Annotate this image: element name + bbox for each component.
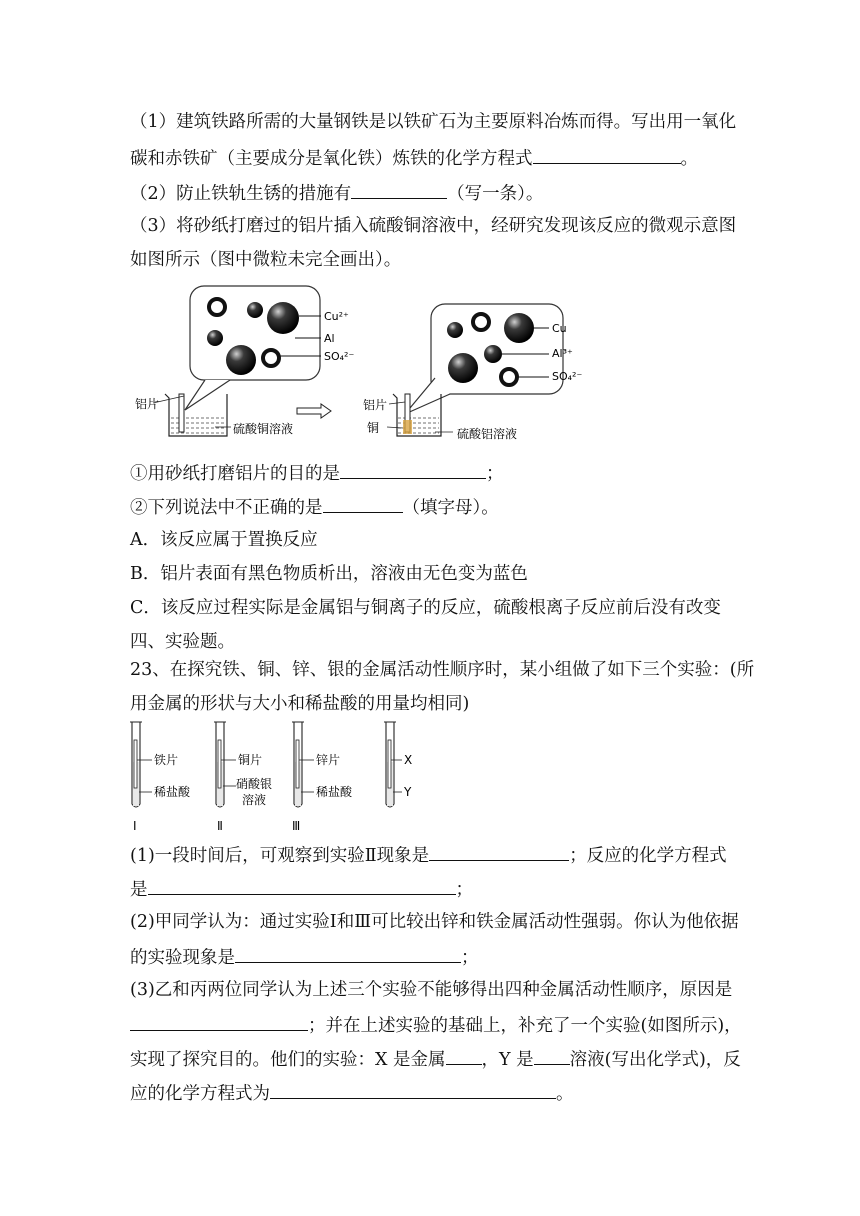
q23-p1b: 是 ； [130,876,473,902]
answer-blank[interactable] [534,1046,570,1065]
tube4-top-label: X [404,753,413,767]
q3-line1: （3）将砂纸打磨过的铝片插入硫酸铜溶液中，经研究发现该反应的微观示意图 [130,216,737,236]
label-al-sheet-right: 铝片 [363,398,388,412]
q23-p2a: (2)甲同学认为：通过实验Ⅰ和Ⅲ可比较出锌和铁金属活动性强弱。你认为他依据 [130,912,739,932]
tube3-bottom-label: 稀盐酸 [316,785,353,799]
right-bubble [405,304,563,414]
q23-p3a: (3)乙和丙两位同学认为上述三个实验不能够得出四种金属活动性顺序，原因是 [130,980,733,1000]
tube2-bottom-label2: 溶液 [242,793,267,807]
answer-blank[interactable] [235,944,461,963]
tube3-numeral: Ⅲ [292,819,301,833]
sub2-line: ②下列说法中不正确的是 （填字母）。 [130,494,499,520]
q1-line1: （1）建筑铁路所需的大量钢铁是以铁矿石为主要原料冶炼而得。写出用一氧化 [130,112,737,132]
answer-blank[interactable] [533,145,681,164]
q23-line1: 23、在探究铁、铜、锌、银的金属活动性顺序时，某小组做了如下三个实验：(所 [130,660,755,680]
label-al: Al [324,332,335,345]
q23-p3d: 应的化学方程式为 。 [130,1080,574,1106]
option-a: A．该反应属于置换反应 [130,530,318,550]
tube-4 [384,722,402,807]
reaction-micro-diagram [135,282,583,442]
q23-p2b: 的实验现象是 ； [130,944,479,970]
tube-1 [130,722,152,807]
tube4-bottom-label: Y [404,785,412,799]
tube1-bottom-label: 稀盐酸 [154,785,191,799]
q2-line: （2）防止铁轨生锈的措施有 （写一条）。 [130,180,543,206]
q23-line2: 用金属的形状与大小和稀盐酸的用量均相同) [130,694,470,714]
answer-blank[interactable] [148,876,456,895]
tube1-top-label: 铁片 [154,753,179,767]
answer-blank[interactable] [446,1046,482,1065]
sub1-line: ①用砂纸打磨铝片的目的是 ； [130,460,504,486]
answer-blank[interactable] [130,1012,308,1031]
answer-blank[interactable] [323,494,403,513]
q23-p3b: ；并在上述实验的基础上，补充了一个实验(如图所示)， [130,1012,742,1038]
q23-p1a: (1)一段时间后，可观察到实验Ⅱ现象是 ；反应的化学方程式 [130,842,727,868]
answer-blank[interactable] [270,1080,556,1099]
tube2-numeral: Ⅱ [217,819,223,833]
option-c: C．该反应过程实际是金属铝与铜离子的反应，硫酸根离子反应前后没有改变 [130,598,721,618]
tube-2 [214,722,236,807]
tube1-numeral: Ⅰ [133,819,137,833]
tube3-top-label: 锌片 [316,753,341,767]
test-tubes-diagram [128,720,413,840]
answer-blank[interactable] [351,180,447,199]
label-copper: 铜 [367,421,380,435]
tube2-top-label: 铜片 [238,753,263,767]
label-cu: Cu [552,322,567,335]
tube-3 [292,722,314,807]
label-al-sheet: 铝片 [135,397,160,411]
q1-text: 碳和赤铁矿（主要成分是氧化铁）炼铁的化学方程式 [130,149,533,169]
label-so4: SO₄²⁻ [324,350,355,363]
label-cuso4: 硫酸铜溶液 [233,422,294,436]
tube2-bottom-label: 硝酸银 [236,777,273,791]
left-bubble [185,286,321,410]
option-b: B．铝片表面有黑色物质析出，溶液由无色变为蓝色 [130,564,528,584]
arrow-icon [297,404,331,418]
label-so4-right: SO₄²⁻ [552,370,583,383]
label-al-ion: Al³⁺ [552,347,573,360]
answer-blank[interactable] [340,460,486,479]
section-heading: 四、实验题。 [130,632,235,652]
answer-blank[interactable] [429,842,569,861]
q3-line2: 如图所示（图中微粒未完全画出）。 [130,250,402,270]
q1-line2: 碳和赤铁矿（主要成分是氧化铁）炼铁的化学方程式 。 [130,145,698,171]
q23-p3c: 实现了探究目的。他们的实验：X 是金属 ，Y 是 溶液(写出化学式)，反 [130,1046,741,1072]
label-al2so43: 硫酸铝溶液 [457,427,518,441]
label-cu-ion: Cu²⁺ [324,310,349,323]
